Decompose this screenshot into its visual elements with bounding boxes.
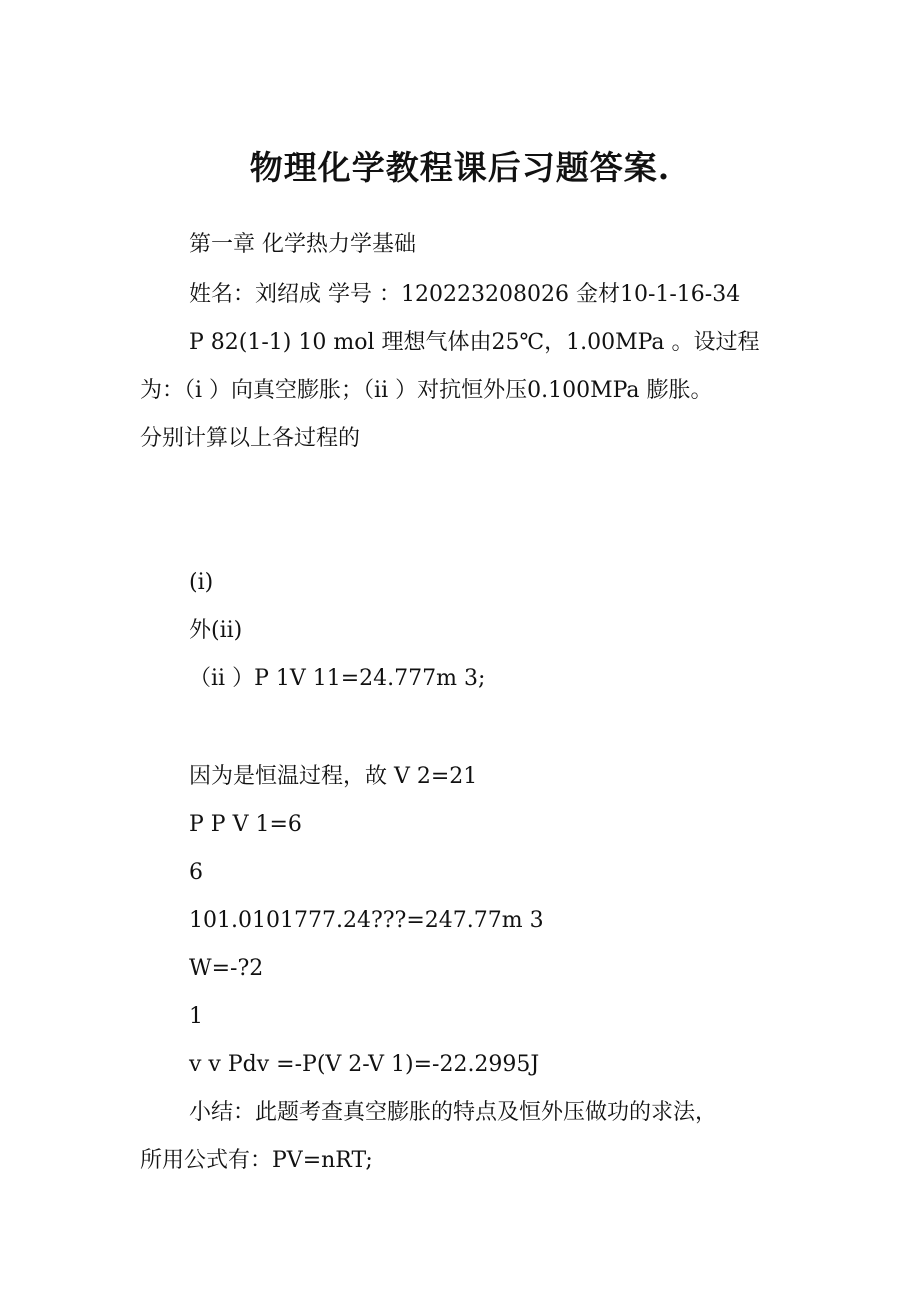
problem-statement-line-2: 为：（i ）向真空膨胀；（ii ）对抗恒外压0.100MPa 膨胀。	[140, 378, 713, 403]
part-ii-label: 外(ii)	[189, 618, 243, 643]
equation-line: 1	[189, 1004, 203, 1029]
equation-line: 6	[189, 860, 203, 885]
chapter-heading: 第一章 化学热力学基础	[189, 232, 416, 257]
equation-line: 101.0101777.24???=247.77m 3	[189, 908, 544, 933]
equation-line: P P V 1=6	[189, 812, 302, 837]
equation-line: W=-?2	[189, 956, 264, 981]
equation-line: （ii ）P 1V 11=24.777m 3;	[189, 666, 486, 691]
problem-statement-line-1: P 82(1-1) 10 mol 理想气体由25℃，1.00MPa 。设过程	[189, 330, 760, 355]
summary-line-1: 小结：此题考查真空膨胀的特点及恒外压做功的求法，	[189, 1100, 718, 1125]
summary-line-2: 所用公式有：PV=nRT;	[140, 1148, 373, 1173]
document-title: 物理化学教程课后习题答案.	[249, 148, 671, 187]
part-i-label: (i)	[189, 570, 214, 595]
problem-statement-line-3: 分别计算以上各过程的	[140, 426, 361, 451]
author-info: 姓名：刘绍成 学号 ：120223208026 金材10-1-16-34	[189, 282, 741, 307]
equation-line: v v Pdv =-P(V 2-V 1)=-22.2995J	[189, 1052, 540, 1077]
text-line: 因为是恒温过程，故 V 2=21	[189, 764, 478, 789]
